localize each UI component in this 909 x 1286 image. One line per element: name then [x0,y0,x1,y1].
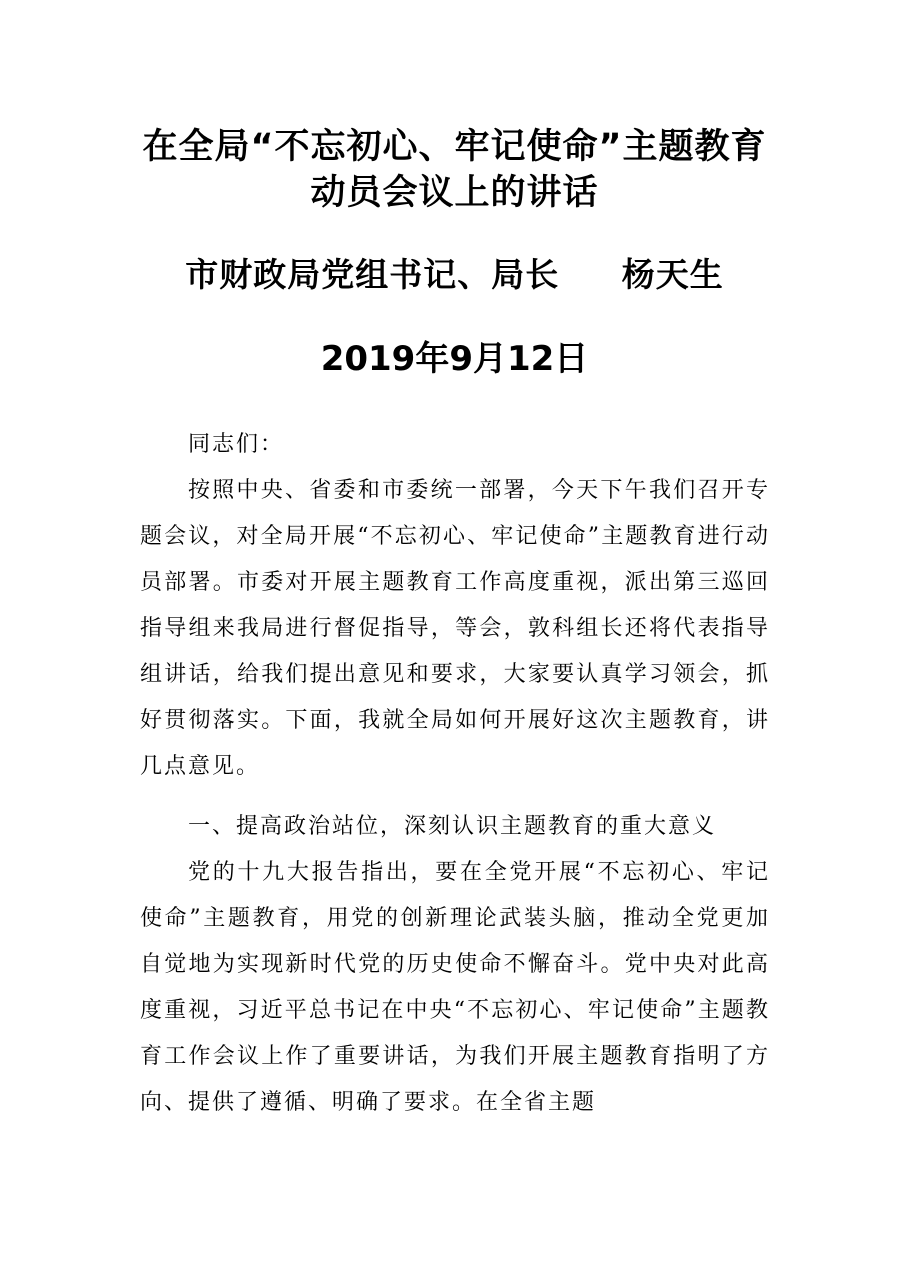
paragraph-2-text: 党的十九大报告指出，要在全党开展“不忘初心、牢记使命”主题教育，用党的创新理论武装头脑，推动全党更加自觉地为实现新时代党的历史使命不懈奋斗。党中央对此高度重视，习近平总书记在中央“不忘初心、牢记使命”主题教育工作会议上作了重要讲话，为我们开展主题教育指明了方向、提供了遵循、明确了要求。在全省主题 [140,860,770,1115]
paragraph-2 [140,850,770,1126]
speech-date: 2019年9月12日 [320,339,589,379]
section-heading-1-text: 一、提高政治站位，深刻认识主题教育的重大意义 [188,814,717,839]
author-line: 市财政局党组书记、局长 杨天生 [185,255,724,294]
document-title-line-1: 在全局“不忘初心、牢记使命”主题教育 [142,127,767,167]
paragraph-1-text: 按照中央、省委和市委统一部署，今天下午我们召开专题会议，对全局开展“不忘初心、牢记使命”主题教育进行动员部署。市委对开展主题教育工作高度重视，派出第三巡回指导组来我局进行督促指导，等会，敦科组长还将代表指导组讲话，给我们提出意见和要求，大家要认真学习领会，抓好贯彻落实。下面，我就全局如何开展好这次主题教育，讲几点意见。 [140,478,770,779]
document-title-line-2: 动员会议上的讲话 [310,173,599,213]
salutation [140,422,770,468]
salutation-text: 同志们： [188,432,285,457]
section-heading-1 [140,804,770,850]
paragraph-1 [140,468,770,790]
